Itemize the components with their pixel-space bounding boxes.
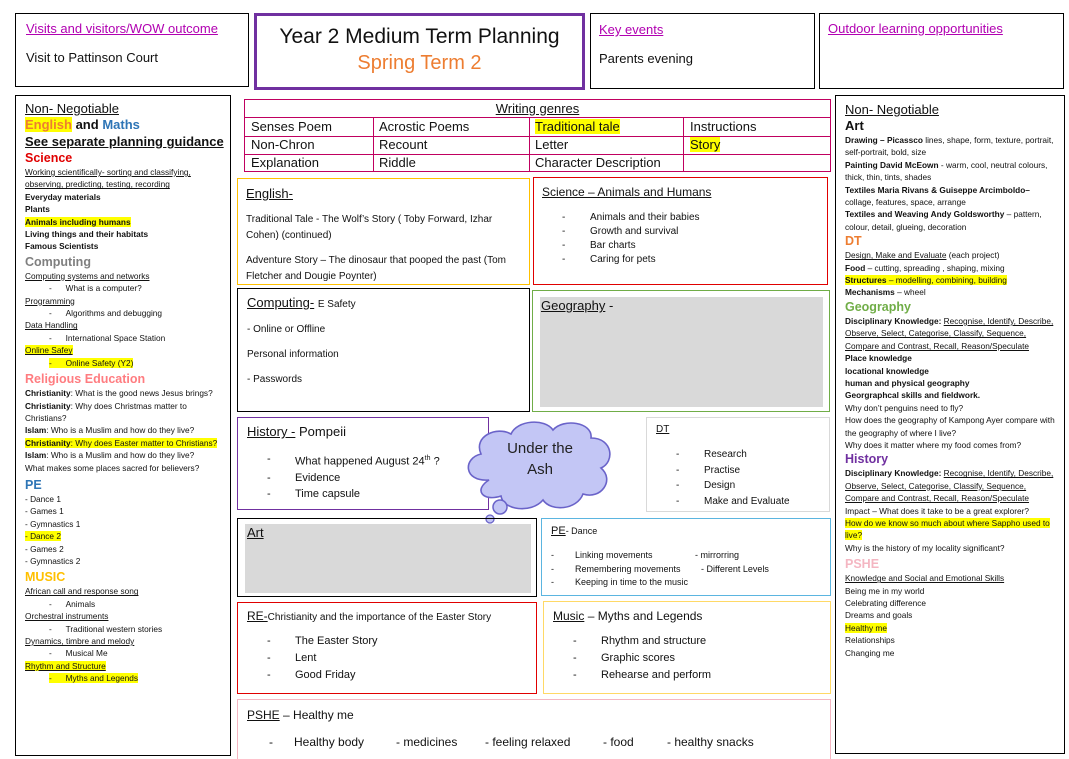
page-subtitle: Spring Term 2 [357, 52, 482, 74]
art-box [237, 518, 537, 597]
hist-question: How do we know so much about where Sappho used to live? [845, 517, 1050, 541]
re-item: - The Easter Story [247, 633, 527, 650]
planning-guidance[interactable]: See separate planning guidance [25, 134, 224, 149]
comp-item-4: Data Handling [25, 320, 78, 331]
pe-item-5: - Gymnastics 2 [25, 555, 81, 566]
art-line: Drawing – Picassco lines, shape, form, texture, portrait, self-portrait, bold, size [845, 135, 1054, 158]
pshe-line: Celebrating difference [845, 598, 927, 608]
computing-item: - Passwords [247, 374, 303, 385]
outdoor-title[interactable]: Outdoor learning opportunities [828, 21, 1003, 36]
dt-box [646, 417, 830, 512]
pshe-line: Healthy me [845, 622, 887, 633]
sci-item-1: Everyday materials [25, 191, 101, 202]
genre-cell: Character Description [535, 155, 661, 170]
pe-item: - Linking movements - mirrorring [551, 550, 739, 560]
music-item-0: African call and response song [25, 586, 139, 597]
outdoor-box [819, 13, 1064, 89]
pshe-item: - medicines [396, 735, 458, 749]
pshe-line: Knowledge and Social and Emotional Skills [845, 573, 1005, 584]
pe-item: - Remembering movements - Different Levels [551, 563, 769, 574]
dt-line: Structures – modelling, combining, building [845, 275, 1007, 286]
geo-bold: locational knowledge [845, 365, 929, 376]
geo-bold: human and physical geography [845, 377, 970, 388]
pshe-line: Changing me [845, 647, 895, 658]
music-item-7: - Myths and Legends [49, 673, 139, 684]
history-title: History - [247, 424, 296, 439]
science-item: - Caring for pets [542, 253, 819, 267]
right-hist-heading: History [845, 452, 889, 467]
right-pshe-heading: PSHE [845, 557, 880, 572]
re-heading: Religious Education [25, 372, 146, 387]
geography-placeholder [540, 297, 823, 407]
pshe-item: - healthy snacks [667, 735, 754, 749]
re-box: RE-Christianity and the importance of the Easter Story - The Easter Story - Lent - Good Friday [237, 602, 537, 694]
art-title: Art [247, 525, 264, 540]
right-nn-heading: Non- Negotiable [845, 102, 939, 117]
genre-cell: Traditional tale [535, 119, 620, 134]
re-item: - Good Friday [247, 667, 527, 684]
comp-item-1: - What is a computer? [49, 283, 142, 294]
science-item: - Animals and their babies [542, 211, 819, 225]
english-text-2: Adventure Story – The dinosaur that pooped the past (Tom Fletcher and Dougie Poynter) [246, 255, 506, 282]
geo-question: Why does it matter where my food comes from? [845, 439, 1022, 450]
english-maths [25, 116, 230, 133]
science-heading: Science [25, 151, 73, 165]
key-events-box [590, 13, 815, 89]
visits-title[interactable]: Visits and visitors/WOW outcome [26, 21, 218, 36]
hist-question: Why is the history of my locality significant? [845, 542, 1005, 553]
geo-question: How does the geography of Kampong Ayer compare with the geography of where I live? [845, 415, 1055, 438]
sci-item-5: Famous Scientists [25, 241, 99, 252]
history-topic: Pompeii [299, 424, 346, 439]
genre-cell: Non-Chron [251, 137, 315, 152]
dt-line: Design, Make and Evaluate (each project) [845, 250, 1000, 261]
pe-item-0: - Dance 1 [25, 493, 61, 504]
sci-item-0: Working scientifically- sorting and classifying, observing, predicting, testing, recording [25, 167, 191, 190]
science-item: - Growth and survival [542, 225, 819, 239]
english-text-1: Traditional Tale - The Wolf’s Story ( Toby Forward, Izhar Cohen) (continued) [246, 214, 493, 241]
comp-item-3: - Algorithms and debugging [49, 308, 163, 319]
visits-text: Visit to Pattinson Court [26, 50, 158, 65]
genre-cell: Instructions [690, 119, 757, 134]
dt-item: - Research [656, 447, 820, 463]
writing-genres-table [244, 99, 831, 172]
re-item-2: Islam: Who is a Muslim and how do they live? [25, 425, 195, 436]
music-item: - Rhythm and structure [553, 633, 821, 650]
music-item-5: - Musical Me [49, 648, 108, 659]
science-box [533, 177, 828, 285]
left-non-negotiable [15, 95, 231, 756]
pe-item-2: - Gymnastics 1 [25, 518, 81, 529]
re-title: RE- [247, 609, 268, 623]
music-item-2: Orchestral instruments [25, 611, 109, 622]
pshe-line: Relationships [845, 635, 895, 646]
re-item-0: Christianity: What is the good news Jesus brings? [25, 388, 213, 399]
genre-cell: Explanation [251, 155, 319, 170]
sci-item-2: Plants [25, 204, 50, 215]
hist-dk: Disciplinary Knowledge: Recognise, Identify, Describe, Observe, Select, Categorise, Classify, Sequence, Compare and Contrast, Recall, Reason/Speculate [845, 468, 1054, 504]
comp-item-6: Online Safey [25, 345, 73, 356]
genres-title: Writing genres [245, 100, 830, 118]
dt-item: - Practise [656, 463, 820, 479]
re-item-1: Christianity: Why does Christmas matter to Christians? [25, 400, 187, 423]
music-item-3: - Traditional western stories [49, 623, 163, 634]
geography-box: Geography - [532, 290, 830, 412]
art-line: Painting David McEown - warm, cool, neutral colours, thick, thin, tints, shades [845, 159, 1048, 183]
pe-item-3: - Dance 2 [25, 531, 61, 542]
title-box [254, 13, 585, 90]
english-title: English- [246, 186, 293, 201]
comp-item-0: Computing systems and networks [25, 270, 150, 281]
science-title: Science – Animals and Humans [542, 185, 712, 199]
right-dt-heading: DT [845, 234, 862, 249]
pe-title: PE [551, 525, 566, 537]
geo-dk: Disciplinary Knowledge: Recognise, Identify, Describe, Observe, Select, Categorise, Classify, Sequence, Compare and Contrast, Recall, Reason/Speculate [845, 315, 1054, 351]
music-title: Music [553, 609, 585, 623]
dt-item: - Make and Evaluate [656, 494, 820, 510]
music-item-6: Rhythm and Structure [25, 660, 106, 671]
re-item-4: Islam: Who is a Muslim and how do they live? [25, 450, 195, 461]
pshe-box: PSHE – Healthy me - Healthy body - medicines - feeling relaxed - food - healthy snacks [237, 699, 831, 759]
art-line: Textiles and Weaving Andy Goldsworthy – pattern, colour, detail, glueing, decoration [845, 209, 1042, 232]
re-item-5: What makes some places sacred for believers? [25, 462, 200, 473]
left-nn-heading: Non- Negotiable [25, 101, 119, 116]
genre-cell: Acrostic Poems [379, 119, 470, 134]
history-item: - Time capsule [247, 486, 479, 502]
pe-item: - Keeping in time to the music [551, 577, 689, 587]
genre-cell: Story [690, 137, 721, 152]
computing-sub: E Safety [317, 299, 356, 310]
genre-cell: Letter [535, 137, 569, 152]
key-events-title[interactable]: Key events [599, 22, 664, 37]
computing-item: - Online or Offline [247, 324, 326, 335]
music-item: - Graphic scores [553, 650, 821, 667]
dt-title: DT [656, 424, 670, 435]
comp-item-5: - International Space Station [49, 332, 166, 343]
re-item-3: Christianity: Why does Easter matter to Christians? [25, 437, 218, 448]
history-box [237, 417, 489, 510]
pshe-title: PSHE [247, 708, 280, 722]
dt-line: Food – cutting, spreading , shaping, mixing [845, 262, 1005, 273]
computing-box [237, 288, 530, 412]
cloud-text: Under the Ash [507, 440, 573, 478]
genre-cell: Senses Poem [251, 119, 332, 134]
key-events-text: Parents evening [599, 51, 693, 66]
pshe-line: Dreams and goals [845, 610, 913, 621]
art-line: Textiles Maria Rivans & Guiseppe Arcimboldo– collage, features, space, arrange [845, 184, 1030, 208]
right-geo-heading: Geography [845, 299, 911, 314]
music-box: Music – Myths and Legends - Rhythm and structure - Graphic scores - Rehearse and perform [543, 601, 831, 694]
music-item-4: Dynamics, timbre and melody [25, 636, 135, 646]
computing-heading: Computing [25, 254, 91, 269]
visits-box [15, 13, 249, 87]
page-title: Year 2 Medium Term Planning [279, 25, 560, 48]
sci-item-3: Animals including humans [25, 216, 131, 227]
computing-title: Computing- [247, 295, 315, 310]
sci-item-4: Living things and their habitats [25, 229, 149, 240]
pshe-line: Being me in my world [845, 585, 925, 596]
science-item: - Bar charts [542, 239, 819, 253]
geo-question: Why don’t penguins need to fly? [845, 402, 964, 413]
pshe-item: - food [603, 735, 634, 749]
maths-label: Maths [102, 117, 140, 132]
comp-item-7: - Online Safety (Y2) [49, 357, 134, 368]
pe-item-4: - Games 2 [25, 543, 64, 554]
right-non-negotiable [835, 95, 1065, 754]
right-art-heading: Art [845, 118, 864, 133]
pshe-item: - feeling relaxed [485, 735, 571, 749]
music-item: - Rehearse and perform [553, 667, 821, 684]
english-label: English [25, 117, 72, 132]
pshe-item: Healthy body [294, 735, 365, 749]
geography-title: Geography [541, 298, 606, 313]
music-item-1: - Animals [49, 598, 96, 609]
geo-bold: Place knowledge [845, 353, 912, 364]
pe-heading: PE [25, 477, 42, 492]
and-label: and [75, 117, 99, 132]
pe-box: PE- Dance - Linking movements - mirrorring - Remembering movements - Different Levels - Keeping in time to the music [541, 518, 831, 596]
history-item: - What happened August 24th ? [247, 451, 479, 470]
genre-cell: Recount [379, 137, 428, 152]
music-heading: MUSIC [25, 570, 66, 585]
comp-item-2: Programming [25, 295, 75, 306]
genre-cell: Riddle [379, 155, 416, 170]
computing-item: Personal information [247, 349, 339, 360]
hist-question: Impact – What does it take to be a great explorer? [845, 505, 1030, 516]
dt-line: Mechanisms – wheel [845, 287, 926, 298]
pe-item-1: - Games 1 [25, 506, 64, 517]
english-box [237, 178, 530, 285]
dt-item: - Design [656, 478, 820, 494]
re-item: - Lent [247, 650, 527, 667]
geo-bold: Georgraphcal skills and fieldwork. [845, 390, 981, 401]
history-item: - Evidence [247, 470, 479, 486]
